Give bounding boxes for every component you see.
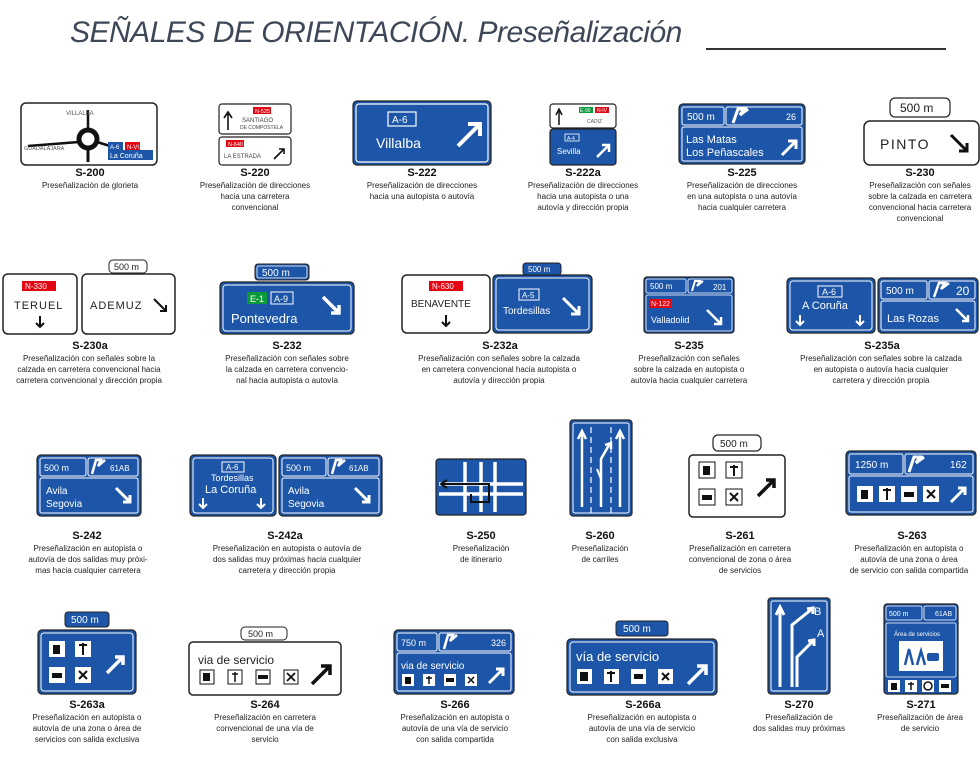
sign-description: Preseñalización en autopista o autovía de una vía de servicio con salida compartida bbox=[400, 713, 510, 744]
sign-text: 26 bbox=[786, 112, 797, 122]
sign-text: Segovia bbox=[46, 499, 83, 510]
sign-text: 500 m bbox=[71, 615, 99, 626]
sign-text: TERUEL bbox=[14, 300, 64, 312]
sign-description: Preseñalización en autopista o autovía de una zona o área de servicios con salida exclusiva bbox=[32, 713, 142, 744]
sign-text: BENAVENTE bbox=[411, 299, 471, 310]
sign-text: A-6 bbox=[822, 287, 837, 297]
sign-s271 bbox=[883, 603, 959, 695]
sign-text: N-122 bbox=[651, 301, 671, 308]
sign-text: 500 m bbox=[262, 268, 290, 279]
sign-code: S-260 bbox=[585, 530, 615, 542]
sign-text: 500 m bbox=[687, 112, 715, 123]
sign-text: LA ESTRADA bbox=[224, 154, 262, 160]
sign-text: Tordesillas bbox=[503, 306, 551, 317]
sign-code: S-242a bbox=[267, 530, 303, 542]
sign-code: S-242 bbox=[72, 530, 102, 542]
sign-s230 bbox=[863, 97, 980, 167]
sign-s232a bbox=[401, 262, 593, 334]
sign-text: N-330 bbox=[25, 282, 47, 291]
sign-text: 500 m bbox=[528, 265, 551, 274]
sign-text: Pontevedra bbox=[231, 311, 298, 326]
sign-code: S-200 bbox=[75, 167, 105, 179]
sign-text: 326 bbox=[491, 638, 507, 648]
sign-s225 bbox=[678, 103, 806, 165]
sign-text: N-IV bbox=[597, 108, 607, 114]
sign-text: Las Matas bbox=[686, 134, 737, 146]
sign-text: N-640 bbox=[228, 142, 243, 148]
sign-text: Avila bbox=[46, 486, 68, 497]
sign-s235 bbox=[643, 276, 735, 334]
sign-text: CADIZ bbox=[587, 119, 602, 125]
sign-s220 bbox=[218, 103, 292, 167]
sign-s266a bbox=[566, 620, 718, 696]
sign-text: B bbox=[814, 606, 822, 618]
sign-description: Preseñalización de dos salidas muy próximas bbox=[752, 713, 846, 733]
sign-text: 750 m bbox=[401, 638, 427, 648]
sign-text: Avila bbox=[288, 486, 310, 497]
sign-text: E-90 bbox=[580, 108, 591, 114]
sign-text: 500 m bbox=[286, 463, 312, 473]
sign-description: Preseñalización en autopista o autovía de una zona o área de servicio con salida compartida bbox=[849, 544, 969, 575]
sign-s232 bbox=[219, 263, 355, 335]
sign-text: Segovia bbox=[288, 499, 325, 510]
sign-code: S-271 bbox=[906, 699, 936, 711]
sign-code: S-266 bbox=[440, 699, 470, 711]
sign-text: N-630 bbox=[432, 282, 454, 291]
sign-s266 bbox=[393, 629, 515, 695]
sign-description: Preseñalización en autopista o autovía de una vía de servicio con salida exclusiva bbox=[587, 713, 697, 744]
sign-description: Preseñalización de itinerario bbox=[452, 544, 510, 564]
sign-text: 500 m bbox=[44, 463, 70, 473]
sign-description: Preseñalización en autopista o autovía de dos salidas muy próxi- mas hacia cualquier carretera bbox=[28, 544, 148, 575]
sign-text: Los Peñascales bbox=[686, 147, 764, 159]
sign-text: ADEMUZ bbox=[90, 300, 143, 312]
sign-code: S-232 bbox=[272, 340, 302, 352]
sign-code: S-220 bbox=[240, 167, 270, 179]
sign-text: 500 m bbox=[886, 286, 914, 297]
sign-code: S-222a bbox=[565, 167, 601, 179]
sign-text: E-1 bbox=[250, 294, 265, 304]
sign-s235a bbox=[786, 277, 980, 334]
sign-s230a bbox=[2, 259, 176, 335]
sign-text: 500 m bbox=[248, 629, 274, 639]
title-underline bbox=[706, 48, 946, 50]
sign-description: Preseñalización en autopista o autovía de dos salidas muy próximas hacia cualquier carretera y dirección propia bbox=[212, 544, 362, 575]
sign-description: Preseñalización con señales sobre la calzada en autopista o autovía hacia cualquier carretera y dirección propia bbox=[800, 354, 962, 385]
sign-code: S-232a bbox=[482, 340, 518, 352]
sign-description: Preseñalización en carretera convencional de una vía de servicio bbox=[214, 713, 316, 744]
sign-code: S-250 bbox=[466, 530, 496, 542]
sign-description: Preseñalización de direcciones hacia una autopista o autovía bbox=[366, 181, 478, 201]
sign-text: vía de servicio bbox=[576, 649, 660, 664]
sign-text: A-6 bbox=[226, 463, 239, 472]
sign-s270 bbox=[767, 597, 831, 695]
sign-code: S-263 bbox=[897, 530, 927, 542]
sign-text: 61AB bbox=[110, 464, 130, 473]
sign-description: Preseñalización de carriles bbox=[571, 544, 629, 564]
sign-text: PINTO bbox=[880, 136, 931, 152]
sign-text: 500 m bbox=[889, 611, 909, 618]
sign-text: A-6 bbox=[110, 145, 120, 151]
sign-text: Valladolid bbox=[651, 315, 690, 325]
sign-description: Preseñalización en carretera convencional de zona o área de servicios bbox=[688, 544, 792, 575]
sign-code: S-263a bbox=[69, 699, 105, 711]
sign-text: 500 m bbox=[650, 282, 673, 291]
sign-s242 bbox=[36, 454, 142, 517]
sign-text: Tordesillas bbox=[211, 473, 254, 483]
sign-code: S-264 bbox=[250, 699, 280, 711]
sign-text: GUADALAJARA bbox=[24, 146, 65, 152]
sign-code: S-270 bbox=[784, 699, 814, 711]
sign-s222 bbox=[352, 100, 492, 166]
sign-s242a bbox=[189, 454, 383, 517]
sign-s264 bbox=[188, 626, 342, 696]
sign-text: N-VI bbox=[127, 145, 139, 151]
sign-text: VILLALBA bbox=[66, 111, 94, 117]
sign-text: 500 m bbox=[114, 262, 140, 272]
sign-description: Preseñalización de direcciones hacia una autopista o una autovía y dirección propia bbox=[527, 181, 639, 212]
sign-text: A-4 bbox=[567, 136, 575, 142]
sign-text: La Coruña bbox=[110, 153, 143, 160]
sign-text: 162 bbox=[950, 460, 967, 471]
sign-description: Preseñalización de área de servicio bbox=[877, 713, 963, 733]
sign-description: Preseñalización con señales sobre la calzada en carretera convencional hacia carretera convencional bbox=[868, 181, 972, 223]
sign-code: S-261 bbox=[725, 530, 755, 542]
sign-text: A bbox=[817, 628, 825, 640]
sign-text: N-525 bbox=[255, 109, 270, 115]
sign-text: A-9 bbox=[274, 294, 289, 304]
sign-text: 500 m bbox=[623, 624, 651, 635]
sign-text: A Coruña bbox=[802, 300, 848, 312]
sign-text: 61AB bbox=[349, 464, 369, 473]
sign-s222a bbox=[549, 103, 617, 167]
sign-description: Preseñalización con señales sobre la calzada en carretera convencional hacia autopista o autovía y dirección propia bbox=[418, 354, 580, 385]
sign-code: S-225 bbox=[727, 167, 757, 179]
sign-s250 bbox=[435, 458, 527, 516]
sign-code: S-230 bbox=[905, 167, 935, 179]
sign-text: 1250 m bbox=[855, 460, 889, 471]
sign-s261 bbox=[688, 434, 786, 518]
sign-text: 500 m bbox=[720, 439, 748, 450]
sign-s260 bbox=[569, 419, 633, 517]
sign-code: S-266a bbox=[625, 699, 661, 711]
sign-code: S-235a bbox=[864, 340, 900, 352]
sign-text: via de servicio bbox=[198, 653, 275, 667]
sign-text: DE COMPOSTELA bbox=[240, 125, 284, 131]
sign-text: SANTIAGO bbox=[242, 118, 274, 124]
sign-code: S-235 bbox=[674, 340, 704, 352]
sign-text: La Coruña bbox=[205, 484, 257, 496]
sign-text: 20 bbox=[956, 284, 970, 298]
sign-code: S-222 bbox=[407, 167, 437, 179]
sign-text: Las Rozas bbox=[887, 313, 939, 325]
sign-text: Villalba bbox=[376, 135, 421, 151]
sign-s263 bbox=[845, 450, 977, 516]
sign-description: Preseñalización con señales sobre la calzada en carretera convencio- nal hacia autopista o autovía bbox=[225, 354, 349, 385]
sign-text: 500 m bbox=[900, 101, 934, 115]
sign-text: 61AB bbox=[935, 611, 953, 618]
sign-description: Preseñalización con señales sobre la calzada en carretera convencional hacia carretera convencional y dirección propia bbox=[16, 354, 162, 385]
sign-text: Área de servicios bbox=[894, 632, 941, 638]
sign-description: Preseñalización de glorieta bbox=[41, 181, 139, 190]
sign-description: Preseñalización con señales sobre la calzada en autopista o autovía hacia cualquier carretera bbox=[630, 354, 748, 385]
sign-text: A-5 bbox=[522, 291, 535, 300]
sign-description: Preseñalización de direcciones en una autopista o una autovía hacia cualquier carretera bbox=[686, 181, 798, 212]
sign-description: Preseñalización de direcciones hacia una carretera convencional bbox=[199, 181, 311, 212]
sign-text: A-6 bbox=[392, 115, 408, 126]
page-title: SEÑALES DE ORIENTACIÓN. Preseñalización bbox=[70, 16, 682, 49]
sign-text: Sevilla bbox=[557, 147, 581, 156]
sign-s263a bbox=[37, 611, 137, 695]
sign-code: S-230a bbox=[72, 340, 108, 352]
sign-text: 201 bbox=[713, 283, 727, 292]
sign-text: via de servicio bbox=[401, 661, 465, 672]
sign-s200 bbox=[20, 102, 158, 166]
